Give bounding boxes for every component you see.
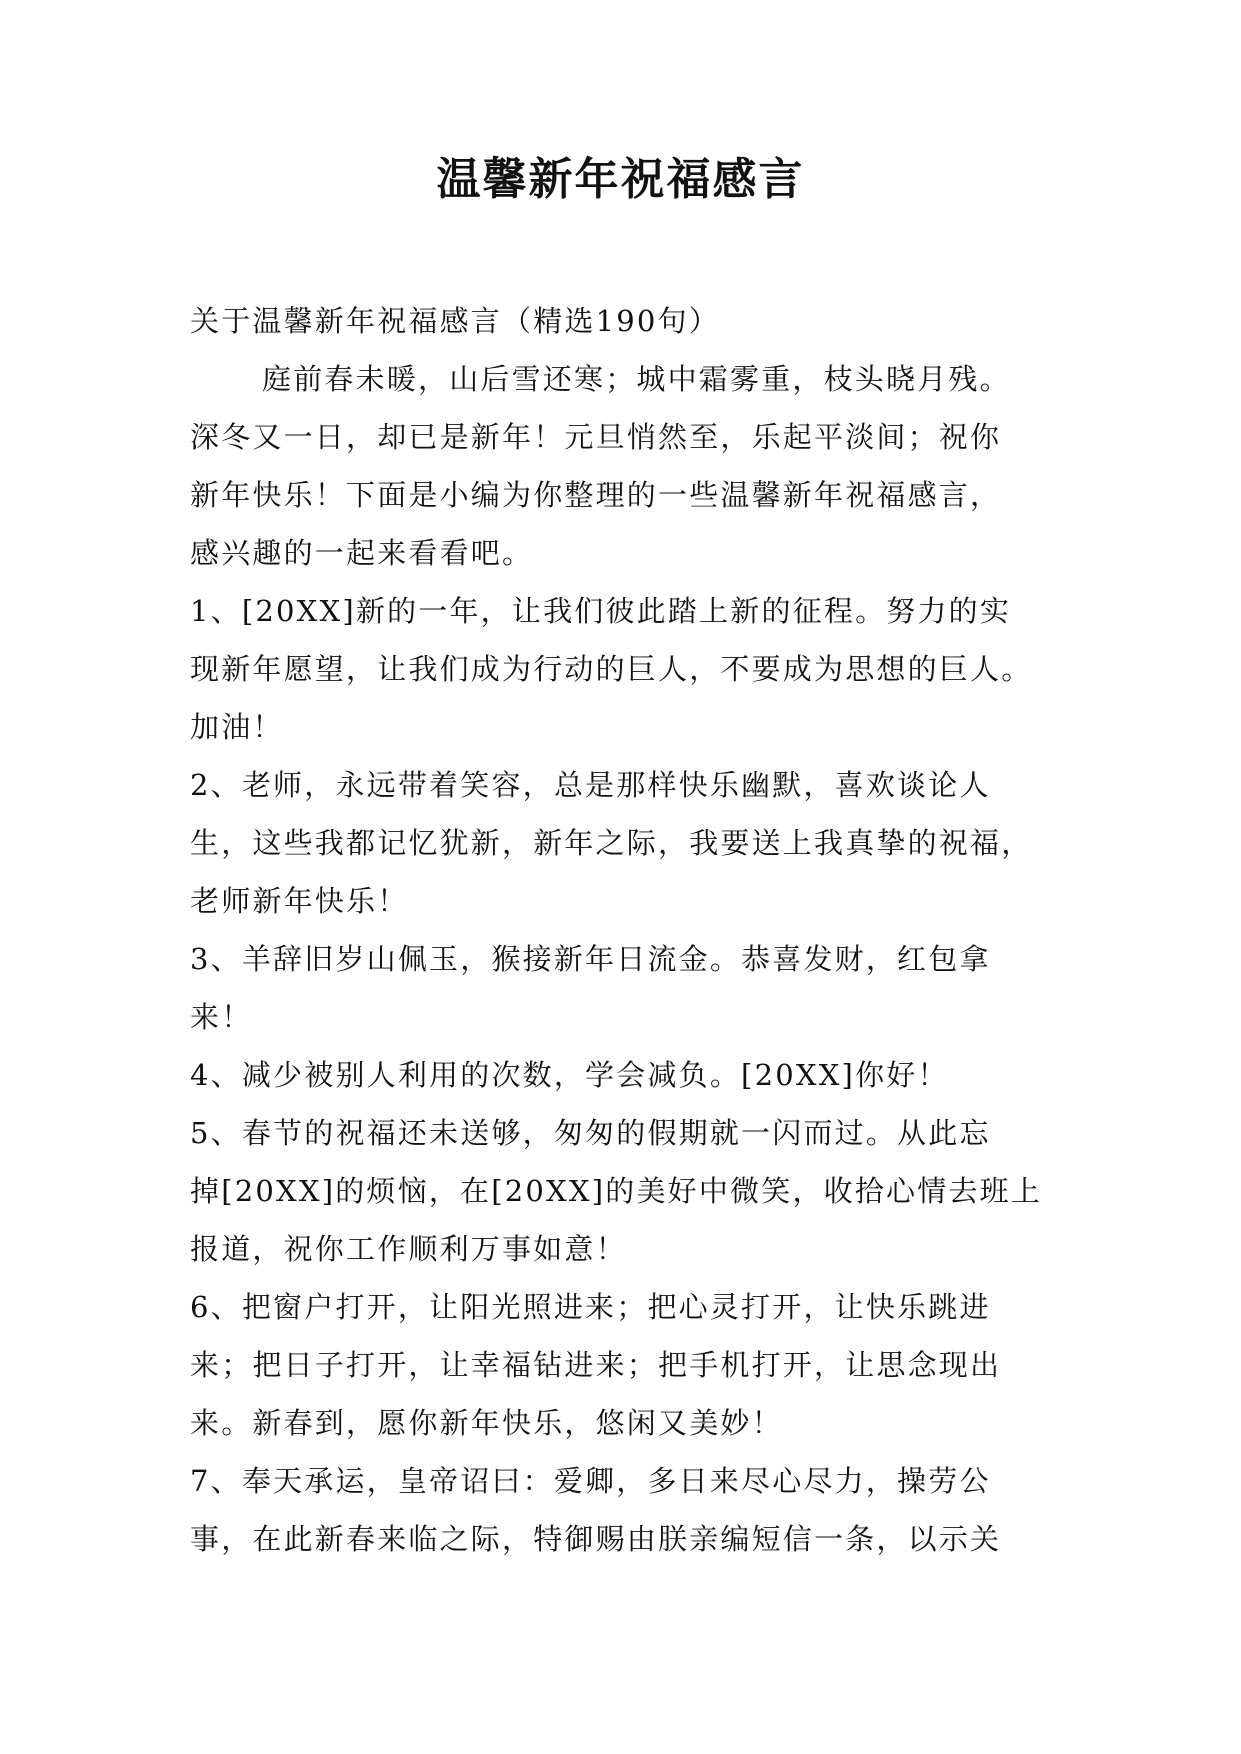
intro-paragraph-line: 新年快乐！下面是小编为你整理的一些温馨新年祝福感言， <box>190 478 1002 512</box>
list-item-1-line: 1、[20XX]新的一年，让我们彼此踏上新的征程。努力的实 <box>190 594 1012 628</box>
document-title: 温馨新年祝福感言 <box>436 154 805 205</box>
intro-paragraph-line: 庭前春未暖，山后雪还寒；城中霜雾重，枝头晓月残。 <box>262 362 1011 396</box>
list-item-4-line: 4、减少被别人利用的次数，学会减负。[20XX]你好！ <box>190 1058 949 1092</box>
list-item-5-line: 掉[20XX]的烦恼，在[20XX]的美好中微笑，收拾心情去班上 <box>190 1174 1043 1208</box>
list-item-6-line: 6、把窗户打开，让阳光照进来；把心灵打开，让快乐跳进 <box>190 1290 991 1324</box>
list-item-5-line: 报道，祝你工作顺利万事如意！ <box>190 1232 627 1266</box>
list-item-2-line: 生，这些我都记忆犹新，新年之际，我要送上我真挚的祝福， <box>190 826 1033 860</box>
list-item-6-line: 来；把日子打开，让幸福钻进来；把手机打开，让思念现出 <box>190 1348 1002 1382</box>
list-item-7-line: 事，在此新春来临之际，特御赐由朕亲编短信一条，以示关 <box>190 1522 1002 1556</box>
list-item-1-line: 现新年愿望，让我们成为行动的巨人，不要成为思想的巨人。 <box>190 652 1033 686</box>
intro-heading: 关于温馨新年祝福感言（精选190句） <box>190 304 720 338</box>
list-item-3-line: 3、羊辞旧岁山佩玉，猴接新年日流金。恭喜发财，红包拿 <box>190 942 991 976</box>
intro-paragraph-line: 感兴趣的一起来看看吧。 <box>190 536 534 570</box>
intro-paragraph-line: 深冬又一日，却已是新年！元旦悄然至，乐起平淡间；祝你 <box>190 420 1002 454</box>
list-item-5-line: 5、春节的祝福还未送够，匆匆的假期就一闪而过。从此忘 <box>190 1116 991 1150</box>
list-item-3-line: 来！ <box>190 1000 253 1034</box>
list-item-7-line: 7、奉天承运，皇帝诏曰：爱卿，多日来尽心尽力，操劳公 <box>190 1464 991 1498</box>
list-item-1-line: 加油！ <box>190 710 284 744</box>
document-body <box>190 292 1065 1568</box>
list-item-2-line: 2、老师，永远带着笑容，总是那样快乐幽默，喜欢谈论人 <box>190 768 991 802</box>
list-item-6-line: 来。新春到，愿你新年快乐，悠闲又美妙！ <box>190 1406 783 1440</box>
list-item-2-line: 老师新年快乐！ <box>190 884 409 918</box>
